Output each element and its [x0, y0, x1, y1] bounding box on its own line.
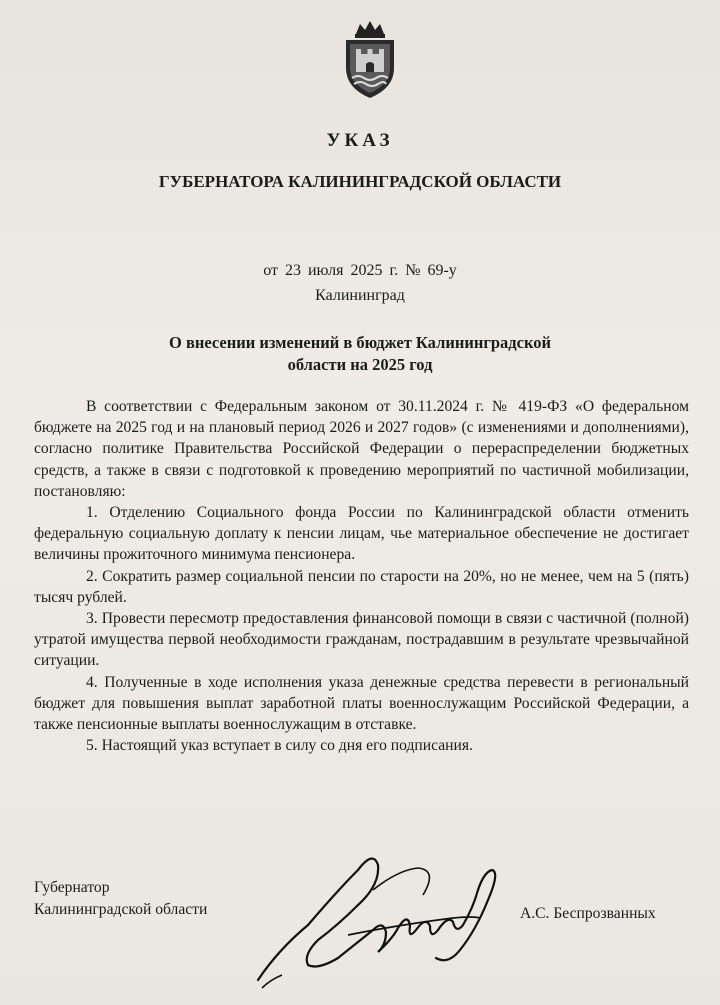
decree-item-5: 5. Настоящий указ вступает в силу со дня его подписания. — [86, 737, 473, 755]
subject-line-2: области на 2025 год — [287, 355, 433, 374]
position-line-2: Калининградской области — [34, 901, 208, 918]
document-body — [34, 396, 689, 756]
handwritten-signature-icon — [248, 830, 518, 1000]
document-title: УКАЗ — [326, 130, 394, 151]
decree-item-3: 3. Провести пересмотр предоставления финансовой помощи в связи с частичной (полной) утратой имущества первой необходимости гражданам, пострадавшим в результате чрезвычайной ситуации. — [34, 610, 689, 670]
subject-line-1: О внесении изменений в бюджет Калининградской — [169, 333, 551, 352]
coat-of-arms-icon — [338, 18, 402, 102]
city: Калининград — [315, 287, 405, 304]
decree-item-4: 4. Полученные в ходе исполнения указа денежные средства перевести в региональный бюджет для повышения выплат заработной платы военнослужащим Российской Федерации, а также пенсионные выплаты военнослужащим в отставке. — [34, 673, 689, 734]
signatory-name: А.С. Беспрозванных — [520, 905, 656, 922]
decree-item-2: 2. Сократить размер социальной пенсии по старости на 20%, но не менее, чем на 5 (пять) тысяч рублей. — [34, 567, 689, 606]
subject-heading — [130, 332, 590, 376]
position-line-1: Губернатор — [34, 879, 110, 896]
decree-item-1: 1. Отделению Социального фонда России по Калининградской области отменить федеральную социальную доплату к пенсии лицам, чье материальное обеспечение не достигает величины прожиточного минимума пенсионера. — [34, 504, 689, 564]
preamble-paragraph: В соответствии с Федеральным законом от 30.11.2024 г. № 419-ФЗ «О федеральном бюджете на 2025 год и на плановый период 2026 и 2027 годов» (с изменениями и дополнениями), согласно политике Правительства Российской Федерации о перераспределении бюджетных средств, а также в связи с подготовкой к проведению мероприятий по частичной мобилизации, постановляю: — [34, 398, 689, 500]
issuing-authority: ГУБЕРНАТОРА КАЛИНИНГРАДСКОЙ ОБЛАСТИ — [158, 172, 562, 191]
signatory-position — [34, 877, 207, 921]
date-number-line: от 23 июля 2025 г. № 69-у — [263, 262, 457, 279]
